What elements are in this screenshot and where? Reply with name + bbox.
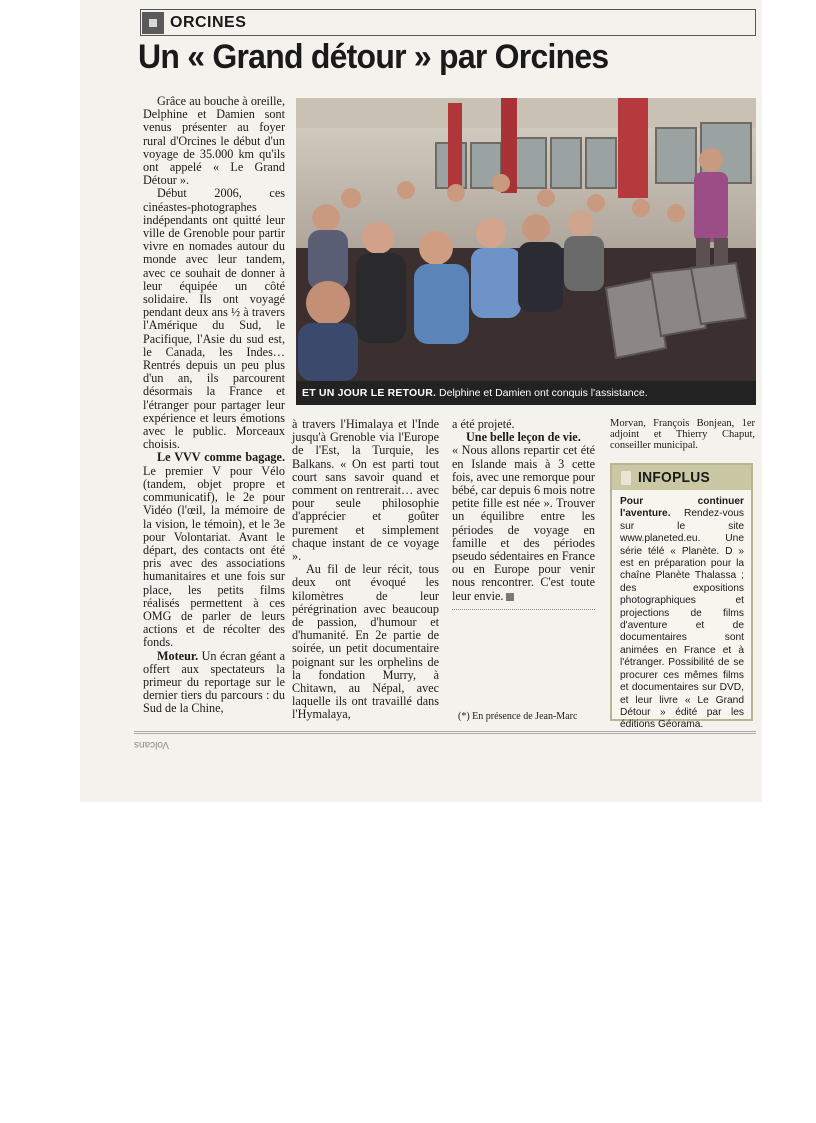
subhead: Le VVV comme bagage.	[157, 450, 285, 465]
paragraph: Morvan, François Bonjean, 1er adjoint et Thierry Chaput, conseiller municipal.	[610, 418, 755, 451]
infobox-text: Rendez-vous sur le site www.planeted.eu. Une série télé « Planète. D » est en préparation pour la chaîne Planète Thalassa ; des expositions photographiques et projections de films d'aventure et de documentaires sont animées en France et à l'étranger. Possibilité de se procurer ces mêmes films et documentaires sur DVD, et leur livre « Le Grand Détour » édité par les éditions Géorama.	[620, 508, 744, 731]
article-column-3	[452, 418, 595, 603]
caption-lead: ET UN JOUR LE RETOUR.	[302, 387, 437, 399]
section-label: ORCINES	[170, 13, 247, 31]
article-column-1	[143, 95, 285, 716]
article-column-4	[610, 418, 755, 451]
infoplus-box	[610, 463, 753, 731]
subhead: Moteur.	[157, 648, 199, 663]
paragraph: a été projeté.	[452, 417, 515, 431]
audience-photo-illustration	[296, 98, 756, 381]
paragraph: à travers l'Himalaya et l'Inde jusqu'à Grenoble via l'Europe de l'Est, la Turquie, les Balkans. « On est parti tout court sans savoir quand et comment on rentrerait… avec pour seule philosophie d'apprécier et goûter purement et simplement chaque instant de ce voyage ».	[292, 417, 439, 564]
section-square-icon	[142, 12, 164, 34]
infobox-square-icon	[621, 471, 631, 485]
infobox-body	[612, 490, 751, 732]
photo-caption	[296, 381, 756, 405]
section-tag	[141, 10, 246, 35]
paragraph: Moteur. Un écran géant a offert aux spectateurs la primeur du reportage sur le dernier tiers du parcours : du Sud de la Chine,	[143, 648, 286, 716]
paragraph: Début 2006, ces cinéastes-photographes indépendants ont quitté leur ville de Grenoble pour partir vivre en nomades autour du monde avec leur tandem, avec ce souhait de donner à leur équipée un côté solidaire. Ils ont voyagé pendant deux ans ½ à travers l'Amérique du Sud, le Pacifique, l'Asie du sud est, le Canada, les Indes… Rentrés depuis un peu plus d'un an, ils parcourent désormais la France et l'étranger pour partager leur expérience et leurs émotions avec le public. Morceaux choisis.	[143, 186, 285, 452]
subhead: Une belle leçon de vie.	[466, 430, 581, 445]
column-divider	[452, 609, 595, 610]
infobox-lead: Pour continuer l'aventure.	[620, 496, 744, 520]
bottom-rule	[134, 731, 756, 734]
newspaper-clipping	[80, 0, 762, 802]
event-photo	[296, 98, 756, 381]
paragraph: Au fil de leur récit, tous deux ont évoqué les kilomètres de leur pérégrination avec beaucoup de passion, d'humour et d'humanité. En 2e partie de soirée, un petit documentaire poignant sur les orphelins de la fondation Murry, à Chitawn, au Népal, avec laquelle ils ont travaillé dans l'Hymalaya,	[292, 562, 439, 722]
end-of-article-icon	[506, 593, 514, 601]
paragraph: Le VVV comme bagage. Le premier V pour Vélo (tandem, objet propre et communicatif), le 2e pour Vidéo (l'œil, la mémoire de la vision, le témoin), et le 3e pour Volontariat. Avant le départ, des contacts ont été pris avec des associations humanitaires et une fois sur place, les petits films réalisés permettent à ces OMG de parler de leurs actions et de récolter des fonds.	[143, 450, 285, 650]
infobox-title: INFOPLUS	[638, 469, 710, 486]
section-header-bar	[140, 9, 756, 36]
paragraph: Une belle leçon de vie. « Nous allons repartir cet été en Islande mais à 3 cette fois, avec une remorque pour bébé, car depuis 6 mois notre petite fille est née ». Trouver un équilibre entre les périodes de voyage en famille et des périodes pseudo sédentaires en France ou en Europe pour venir nous rencontrer. C'est toute leur envie.	[452, 430, 595, 603]
page-section-label: Volcans	[134, 739, 170, 750]
caption-text: Delphine et Damien ont conquis l'assistance.	[439, 387, 648, 399]
article-column-2	[292, 418, 439, 722]
infobox-header	[612, 465, 751, 490]
paragraph: Grâce au bouche à oreille, Delphine et Damien sont venus présenter au foyer rural d'Orcines le début d'un voyage de 35.000 km qu'ils ont appelé « Le Grand Détour ».	[143, 94, 285, 188]
footnote: (*) En présence de Jean-Marc	[458, 711, 578, 722]
headline: Un « Grand détour » par Orcines	[138, 38, 609, 76]
